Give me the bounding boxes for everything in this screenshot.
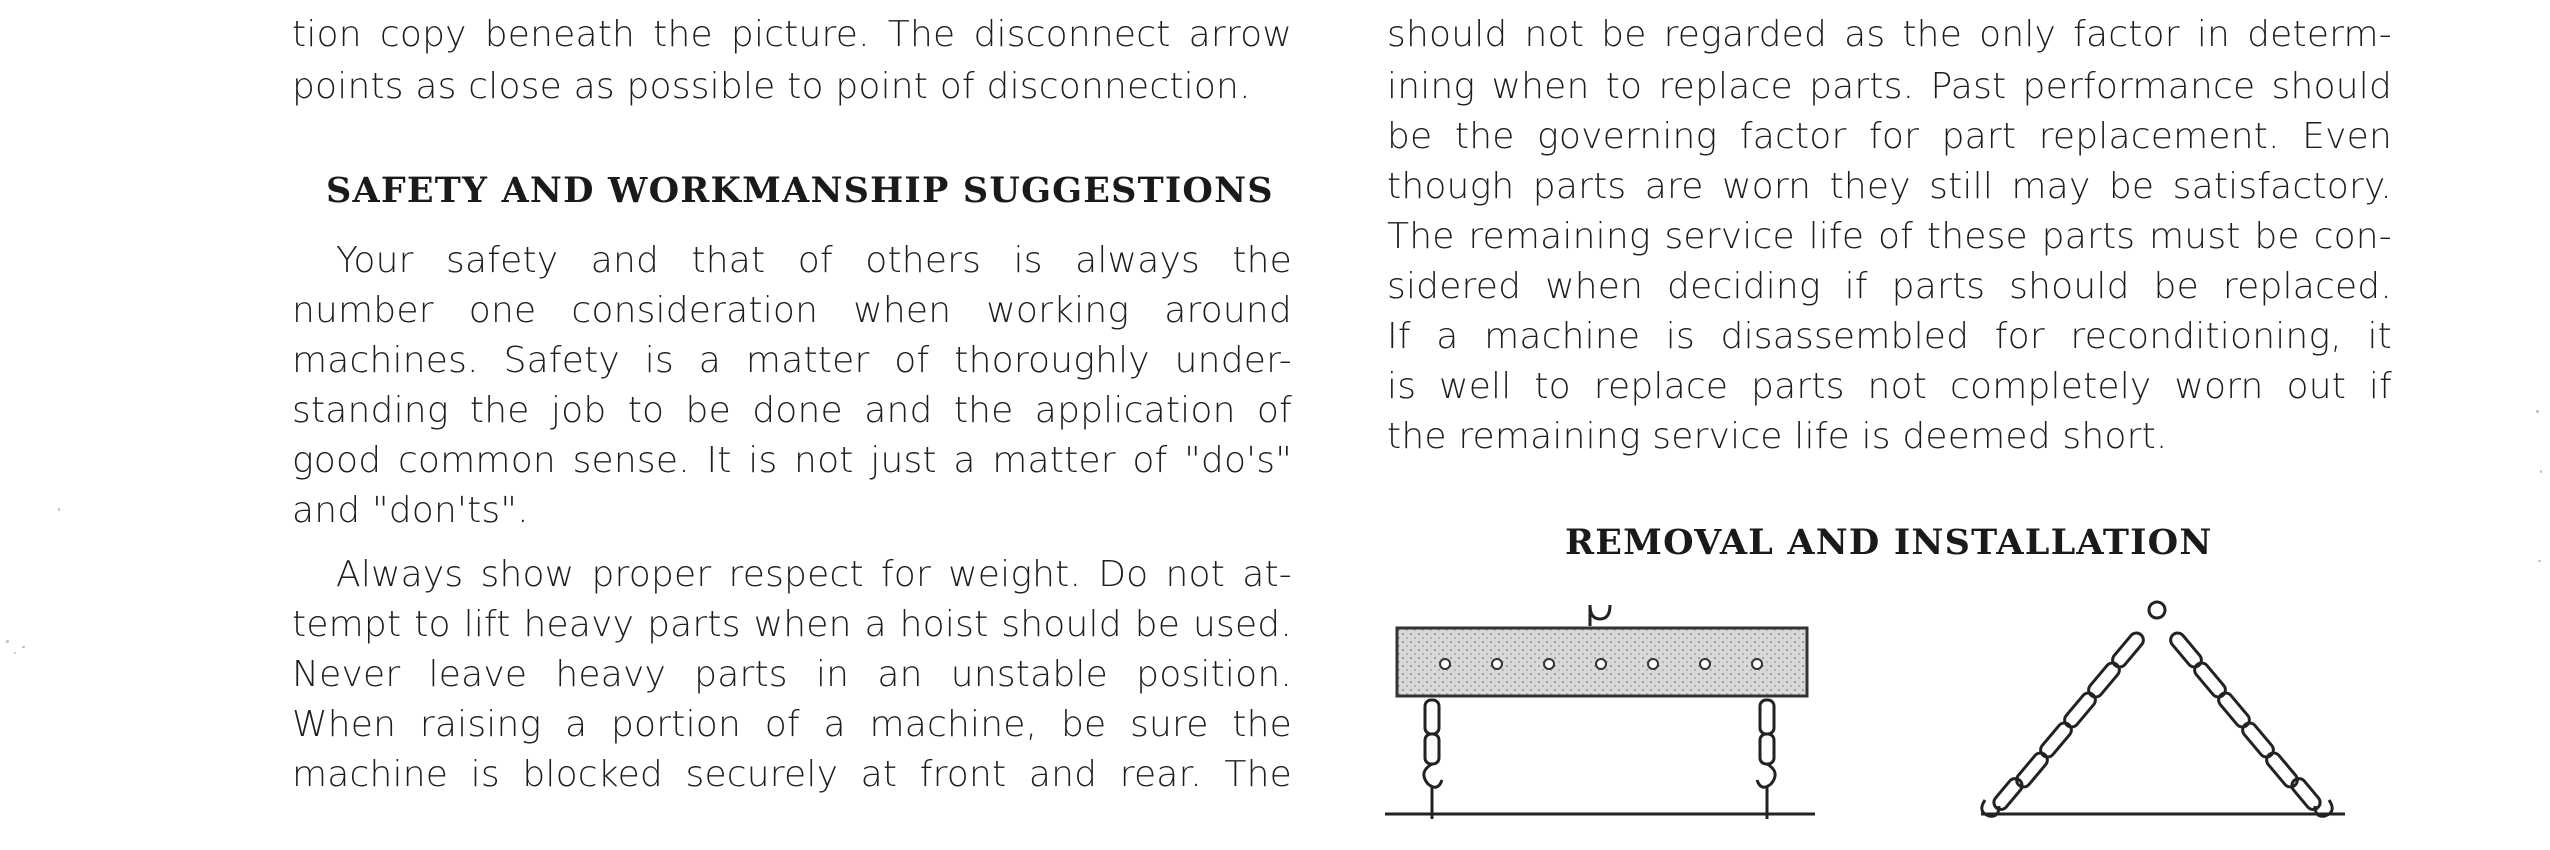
hoist-illustration-figure [1385,600,2405,819]
text-line: should not be regarded as the only factor in determ- [1387,14,2392,55]
text-line: ining when to replace parts. Past performance should [1387,66,2392,107]
section-heading-removal: REMOVAL AND INSTALLATION [1565,522,2213,563]
scan-speck [2538,560,2541,562]
scan-speck [2536,410,2539,413]
text-line: number one consideration when working around [292,290,1292,331]
scan-speck [22,646,25,648]
text-line-cut [292,800,1292,850]
scan-speck [2540,470,2542,473]
text-line: Your safety and that of others is always the [336,240,1292,281]
text-line: good common sense. It is not just a matter of "do's" [292,440,1292,481]
text-line: standing the job to be done and the application of [292,390,1292,431]
scan-speck [14,652,16,654]
scan-speck [6,640,9,643]
text-line: and "don'ts". [292,490,529,531]
chain-sling-hoist-icon [1981,602,2345,816]
text-line: machines. Safety is a matter of thoroughly under- [292,340,1292,381]
text-line: The remaining service life of these parts must be con- [1387,216,2392,257]
text-line: the remaining service life is deemed short. [1387,416,2168,457]
text-line: sidered when deciding if parts should be replaced. [1387,266,2392,307]
text-line: machine is blocked securely at front and rear. The [292,754,1292,795]
text-line: Never leave heavy parts in an unstable position. [292,654,1292,695]
text-line: be the governing factor for part replacement. Even [1387,116,2392,157]
section-heading-safety: SAFETY AND WORKMANSHIP SUGGESTIONS [326,170,1274,211]
text-line: When raising a portion of a machine, be sure the [292,704,1292,745]
text-line: tempt to lift heavy parts when a hoist should be used. [292,604,1292,645]
text-line: is well to replace parts not completely worn out if [1387,366,2392,407]
text-line: though parts are worn they still may be satisfactory. [1387,166,2392,207]
text-line: Always show proper respect for weight. Do not at- [336,554,1292,595]
spreader-bar-hoist-icon [1385,605,1815,819]
text-line: points as close as possible to point of disconnection. [292,66,1251,107]
text-line: tion copy beneath the picture. The disconnect arrow [292,14,1292,55]
scan-speck [58,508,60,511]
text-line: If a machine is disassembled for reconditioning, it [1387,316,2392,357]
